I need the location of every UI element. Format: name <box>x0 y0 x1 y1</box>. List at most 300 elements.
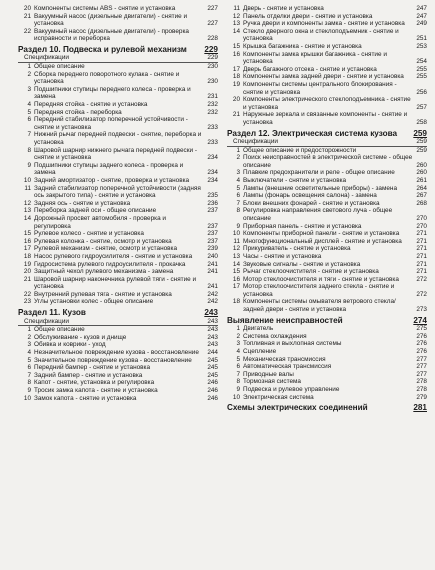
entry-page-number: 261 <box>416 176 427 184</box>
section-page-number: 259 <box>413 128 427 138</box>
entry-page-number: 230 <box>207 63 218 71</box>
section-title: Раздел 11. Кузов <box>18 308 86 318</box>
entry-page-number: 237 <box>207 222 218 230</box>
entry-page-number: 270 <box>416 214 427 222</box>
section-heading <box>18 45 218 55</box>
entry-number: 17 <box>23 245 31 253</box>
entry-page-number: 245 <box>207 371 218 379</box>
entry-number: 10 <box>232 393 240 401</box>
entry-number: 22 <box>23 290 31 298</box>
section-title: Раздел 12. Электрическая система кузова <box>227 128 398 138</box>
entry-page-number: 227 <box>207 5 218 12</box>
entry-title: Многофункциональный дисплей - снятие и установка <box>243 237 402 245</box>
entry-title: Замок капота - снятие и установка <box>34 394 137 402</box>
entry-title: Приборная панель - снятие и установка <box>243 222 362 230</box>
toc-entry <box>18 116 218 131</box>
specs-page-number: 259 <box>416 138 427 145</box>
entry-title: Гидросистема рулевого гидроусилителя - прокачка <box>34 260 186 268</box>
entry-page-number: 245 <box>207 356 218 364</box>
entry-number: 13 <box>232 20 240 28</box>
entry-page-number: 251 <box>416 35 427 43</box>
toc-entry <box>227 268 427 276</box>
toc-entry <box>18 101 218 109</box>
entry-title: Обивка и коврики - уход <box>34 341 106 349</box>
entry-number: 5 <box>236 355 240 363</box>
toc-entry <box>18 63 218 71</box>
entry-page-number: 237 <box>207 230 218 238</box>
entry-number: 14 <box>232 27 240 35</box>
entry-title: Общее описание <box>34 63 85 71</box>
entry-title: Вакуумный насос (дизельные двигатели) - проверка исправности и переборка <box>34 27 189 43</box>
entry-number: 10 <box>23 394 31 402</box>
entry-page-number: 231 <box>207 93 218 101</box>
entry-title: Наружные зеркала и связанные компоненты - снятие и установка <box>243 111 408 126</box>
entry-title: Мотор стеклоочистителя и тяги - снятие и установка <box>243 275 399 283</box>
entry-number: 20 <box>23 5 31 12</box>
entry-page-number: 237 <box>207 207 218 215</box>
specs-entry <box>18 54 218 63</box>
entry-title: Прикуриватель - снятие и установка <box>243 245 351 253</box>
toc-entry <box>227 111 427 126</box>
entry-page-number: 241 <box>207 268 218 276</box>
entry-title: Углы установки колес - общее описание <box>34 298 154 306</box>
entry-number: 9 <box>236 222 240 230</box>
section-title: Раздел 10. Подвеска и рулевой механизм <box>18 44 187 54</box>
entry-page-number: 233 <box>207 123 218 131</box>
entry-number: 16 <box>232 50 240 58</box>
entry-page-number: 276 <box>416 347 427 355</box>
entry-title: Общее описание <box>34 326 85 334</box>
entry-number: 4 <box>27 348 31 356</box>
toc-entry <box>18 379 218 387</box>
entry-number: 16 <box>232 275 240 283</box>
entry-page-number: 230 <box>207 78 218 86</box>
entry-number: 5 <box>27 108 31 116</box>
entry-number: 9 <box>27 386 31 394</box>
entry-number: 6 <box>27 364 31 372</box>
entry-title: Задний амортизатор - снятие, проверка и установка <box>34 176 190 184</box>
entry-number: 20 <box>23 268 31 276</box>
entry-title: Звуковые сигналы - снятие и установка <box>243 260 361 268</box>
entry-title: Дорожный просвет автомобиля - проверка и регулировка <box>34 214 166 230</box>
entry-page-number: 244 <box>207 348 218 356</box>
section-title: Выявление неисправностей <box>227 315 343 325</box>
entry-title: Шаровой шарнир нижнего рычага передней подвески - снятие и установка <box>34 146 198 162</box>
entry-number: 21 <box>232 111 240 119</box>
entry-page-number: 232 <box>207 101 218 109</box>
entry-number: 12 <box>232 12 240 20</box>
entry-page-number: 234 <box>207 169 218 177</box>
toc-entry <box>227 192 427 200</box>
entry-number: 4 <box>236 176 240 184</box>
entry-page-number: 276 <box>416 340 427 348</box>
toc-entry <box>18 131 218 146</box>
entry-page-number: 272 <box>416 290 427 298</box>
toc-entry <box>227 253 427 261</box>
entry-number: 7 <box>236 199 240 207</box>
entry-page-number: 240 <box>207 252 218 260</box>
entry-number: 15 <box>232 268 240 276</box>
entry-title: Приводные валы <box>243 370 294 378</box>
entry-page-number: 270 <box>416 222 427 230</box>
toc-entry <box>227 386 427 394</box>
entry-number: 15 <box>232 42 240 50</box>
entry-page-number: 246 <box>207 386 218 394</box>
toc-entry <box>227 223 427 231</box>
toc-entry <box>18 261 218 269</box>
entry-title: Часы - снятие и установка <box>243 252 322 260</box>
toc-entry <box>18 215 218 230</box>
toc-entry <box>227 276 427 284</box>
toc-entry <box>18 253 218 261</box>
toc-entry <box>18 349 218 357</box>
entry-title: Рулевой механизм - снятие, осмотр и установка <box>34 245 178 253</box>
entry-title: Задний стабилизатор поперечной устойчивости (задняя ось закрытого типа) - снятие и установка <box>34 184 201 200</box>
entry-page-number: 271 <box>416 260 427 268</box>
section-page-number: 281 <box>413 403 427 413</box>
entry-number: 11 <box>233 5 240 12</box>
entry-page-number: 236 <box>207 199 218 207</box>
entry-title: Стекло дверного окна и стеклоподъемник - снятие и установка <box>243 27 399 43</box>
entry-page-number: 247 <box>416 12 427 20</box>
section-heading <box>227 403 427 413</box>
entry-title: Тормозная система <box>243 378 301 386</box>
entry-title: Передний бампер - снятие и установка <box>34 364 151 372</box>
entry-page-number: 243 <box>207 326 218 334</box>
entry-number: 2 <box>236 332 240 340</box>
entry-number: 7 <box>27 131 31 139</box>
entry-title: Значительное повреждение кузова - восстановление <box>34 356 192 364</box>
entry-title: Внутренний рулевая тяга - снятие и установка <box>34 290 172 298</box>
entry-title: Задняя ось - снятие и установка <box>34 199 131 207</box>
toc-entry <box>227 371 427 379</box>
toc-entry <box>227 73 427 81</box>
toc-entry <box>227 245 427 253</box>
entry-title: Дверь багажного отсека - снятие и установка <box>243 65 377 73</box>
entry-page-number: 242 <box>207 290 218 298</box>
section-heading <box>227 129 427 139</box>
entry-title: Общее описание и предосторожности <box>243 146 357 154</box>
entry-title: Система охлаждения <box>243 332 307 340</box>
entry-page-number: 278 <box>416 378 427 386</box>
entry-page-number: 247 <box>416 5 427 12</box>
entry-number: 19 <box>232 80 240 88</box>
entry-page-number: 271 <box>416 268 427 276</box>
entry-number: 1 <box>236 146 240 154</box>
entry-page-number: 258 <box>416 118 427 126</box>
entry-title: Электрическая система <box>243 393 314 401</box>
entry-number: 5 <box>27 356 31 364</box>
toc-column-left <box>18 5 218 413</box>
toc-entry <box>18 162 218 177</box>
entry-page-number: 275 <box>416 325 427 333</box>
entry-number: 19 <box>23 260 31 268</box>
specs-page-number: 229 <box>207 54 218 62</box>
specs-label: Спецификации <box>24 54 69 62</box>
entry-page-number: 254 <box>416 58 427 66</box>
entry-page-number: 272 <box>416 275 427 283</box>
toc-entry <box>18 177 218 185</box>
entry-number: 2 <box>27 70 31 78</box>
entry-number: 6 <box>27 116 31 124</box>
toc-entry <box>227 298 427 313</box>
entry-number: 9 <box>27 161 31 169</box>
toc-entry <box>18 395 218 403</box>
toc-entry <box>227 169 427 177</box>
entry-page-number: 239 <box>207 245 218 253</box>
entry-page-number: 243 <box>207 333 218 341</box>
entry-page-number: 277 <box>416 370 427 378</box>
entry-page-number: 241 <box>207 283 218 291</box>
entry-title: Насос рулевого гидроусилителя - снятие и установка <box>34 252 193 260</box>
entry-title: Обслуживание - кузов и днище <box>34 333 127 341</box>
entry-title: Переборка задней оси - общее описание <box>34 207 157 215</box>
toc-entry <box>18 357 218 365</box>
entry-page-number: 259 <box>416 146 427 154</box>
specs-entry <box>227 138 427 147</box>
entry-page-number: 271 <box>416 230 427 238</box>
toc-entry <box>18 71 218 86</box>
entry-number: 21 <box>23 275 31 283</box>
toc-entry <box>227 333 427 341</box>
toc-entry <box>18 5 218 13</box>
toc-entry <box>18 207 218 215</box>
entry-title: Нижний рычаг передней подвески - снятие, переборка и установка <box>34 131 202 146</box>
entry-number: 2 <box>236 154 240 162</box>
entry-title: Регулировка направления светового луча - общее описание <box>243 207 393 222</box>
entry-number: 1 <box>27 326 31 334</box>
entry-page-number: 246 <box>207 394 218 402</box>
entry-title: Защитный чехол рулевого механизма - замена <box>34 268 174 276</box>
entry-page-number: 234 <box>207 176 218 184</box>
entry-page-number: 235 <box>207 192 218 200</box>
entry-number: 12 <box>232 245 240 253</box>
entry-title: Мотор стеклоочистителя заднего стекла - снятие и установка <box>243 283 395 298</box>
entry-page-number: 268 <box>416 199 427 207</box>
toc-entry <box>227 154 427 169</box>
toc-entry <box>227 363 427 371</box>
entry-page-number: 237 <box>207 237 218 245</box>
section-page-number: 274 <box>413 315 427 325</box>
toc-entry <box>227 81 427 96</box>
specs-page-number: 243 <box>207 317 218 325</box>
entry-title: Незначительное повреждение кузова - восстановление <box>34 348 199 356</box>
entry-title: Компоненты замка задней двери - снятие и установка <box>243 73 404 81</box>
toc-entry <box>18 185 218 200</box>
entry-title: Ручка двери и компоненты замка - снятие и установка <box>243 20 405 28</box>
entry-number: 18 <box>23 252 31 260</box>
toc-entry <box>18 13 218 28</box>
entry-title: Механическая трансмиссия <box>243 355 326 363</box>
entry-title: Лампы (фонарь освещения салона) - замена <box>243 192 377 200</box>
toc-entry <box>227 378 427 386</box>
entry-title: Капот - снятие, установка и регулировка <box>34 379 155 387</box>
entry-page-number: 267 <box>416 192 427 200</box>
specs-entry <box>18 318 218 327</box>
entry-page-number: 278 <box>416 385 427 393</box>
entry-number: 18 <box>232 73 240 81</box>
entry-title: Выключатели - снятие и установка <box>243 176 347 184</box>
toc-entry <box>18 147 218 162</box>
entry-page-number: 253 <box>416 42 427 50</box>
entry-title: Рулевая колонка - снятие, осмотр и установка <box>34 237 172 245</box>
entry-number: 11 <box>233 237 240 245</box>
toc-entry <box>18 230 218 238</box>
entry-page-number: 257 <box>416 103 427 111</box>
toc-entry <box>227 356 427 364</box>
toc-entry <box>227 394 427 402</box>
entry-number: 4 <box>236 347 240 355</box>
entry-number: 6 <box>236 363 240 371</box>
entry-number: 1 <box>27 63 31 71</box>
toc-entry <box>18 387 218 395</box>
entry-page-number: 249 <box>416 20 427 28</box>
entry-number: 12 <box>23 199 31 207</box>
entry-page-number: 227 <box>207 20 218 28</box>
entry-number: 13 <box>232 252 240 260</box>
entry-title: Сцепление <box>243 347 277 355</box>
entry-page-number: 232 <box>207 108 218 116</box>
entry-number: 7 <box>236 370 240 378</box>
entry-number: 3 <box>236 169 240 177</box>
entry-page-number: 255 <box>416 73 427 81</box>
entry-number: 17 <box>232 283 240 291</box>
entry-number: 6 <box>236 192 240 200</box>
entry-title: Крышка багажника - снятие и установка <box>243 42 362 50</box>
entry-number: 5 <box>236 184 240 192</box>
entry-page-number: 246 <box>207 379 218 387</box>
entry-page-number: 276 <box>416 332 427 340</box>
entry-number: 23 <box>23 298 31 306</box>
toc-entry <box>18 364 218 372</box>
entry-page-number: 277 <box>416 355 427 363</box>
entry-page-number: 245 <box>207 364 218 372</box>
entry-page-number: 228 <box>207 35 218 43</box>
toc-entry <box>227 238 427 246</box>
specs-label: Спецификации <box>24 317 69 325</box>
entry-page-number: 277 <box>416 363 427 371</box>
entry-title: Тросик замка капота - снятие и установка <box>34 386 158 394</box>
entry-number: 1 <box>236 325 240 333</box>
toc-entry <box>18 245 218 253</box>
entry-number: 3 <box>27 341 31 349</box>
toc-entry <box>18 326 218 334</box>
toc-entry <box>227 185 427 193</box>
toc-entry <box>227 13 427 21</box>
entry-number: 3 <box>27 85 31 93</box>
entry-title: Подшипники ступицы переднего колеса - проверка и замена <box>34 85 191 101</box>
entry-title: Вакуумный насос (дизельные двигатели) - снятие и установка <box>34 12 188 28</box>
entry-number: 14 <box>23 214 31 222</box>
entry-number: 8 <box>27 146 31 154</box>
entry-number: 10 <box>232 230 240 238</box>
toc-entry <box>227 43 427 51</box>
entry-number: 10 <box>23 176 31 184</box>
specs-label: Спецификации <box>233 138 278 145</box>
section-page-number: 229 <box>204 44 218 54</box>
entry-number: 22 <box>23 27 31 35</box>
entry-page-number: 271 <box>416 237 427 245</box>
entry-number: 13 <box>23 207 31 215</box>
entry-title: Задний бампер - снятие и установка <box>34 371 143 379</box>
toc-entry <box>227 325 427 333</box>
entry-number: 3 <box>236 340 240 348</box>
entry-title: Панель отделки двери - снятие и установка <box>243 12 373 20</box>
section-title: Схемы электрических соединений <box>227 403 368 413</box>
entry-number: 8 <box>27 379 31 387</box>
entry-number: 17 <box>232 65 240 73</box>
entry-number: 14 <box>232 260 240 268</box>
entry-title: Подшипники ступицы заднего колеса - проверка и замена <box>34 161 184 177</box>
entry-page-number: 279 <box>416 393 427 401</box>
entry-page-number: 243 <box>207 341 218 349</box>
entry-title: Передняя стойка - снятие и установка <box>34 101 148 109</box>
toc-entry <box>18 341 218 349</box>
toc-entry <box>18 298 218 306</box>
entry-number: 4 <box>27 101 31 109</box>
entry-page-number: 233 <box>207 139 218 146</box>
section-heading <box>18 308 218 318</box>
toc-entry <box>227 96 427 111</box>
entry-page-number: 241 <box>207 260 218 268</box>
entry-page-number: 271 <box>416 245 427 253</box>
entry-title: Передняя стойка - переборка <box>34 108 122 116</box>
entry-title: Топливная и выхлопная системы <box>243 340 342 348</box>
entry-number: 2 <box>27 333 31 341</box>
entry-title: Компоненты системы омывателя ветрового стекла/задней двери - снятие и установка <box>243 298 396 314</box>
entry-number: 21 <box>23 12 31 20</box>
entry-title: Двигатель <box>243 325 274 333</box>
entry-number: 16 <box>23 237 31 245</box>
entry-page-number: 264 <box>416 184 427 192</box>
toc-entry <box>227 348 427 356</box>
entry-number: 15 <box>23 230 31 238</box>
toc-entry <box>227 5 427 13</box>
entry-title: Дверь - снятие и установка <box>243 5 324 12</box>
entry-page-number: 255 <box>416 65 427 73</box>
entry-page-number: 260 <box>416 161 427 169</box>
entry-number: 20 <box>232 96 240 104</box>
toc-entry <box>227 28 427 43</box>
toc-column-right <box>227 5 427 413</box>
entry-title: Сборка переднего поворотного кулака - снятие и установка <box>34 70 180 86</box>
entry-title: Компоненты системы центрального блокирования - снятие и установка <box>243 80 397 96</box>
toc-entry <box>18 28 218 43</box>
toc-entry <box>227 261 427 269</box>
toc-entry <box>18 268 218 276</box>
entry-title: Подвеска и рулевое управление <box>243 385 340 393</box>
entry-title: Шаровой шарнир наконечника рулевой тяги - снятие и установка <box>34 275 197 291</box>
toc-entry <box>227 177 427 185</box>
entry-title: Рулевое колесо - снятие и установка <box>34 230 144 238</box>
toc-entry <box>227 20 427 28</box>
toc-entry <box>227 340 427 348</box>
toc-entry <box>18 372 218 380</box>
entry-number: 9 <box>236 385 240 393</box>
entry-title: Блоки внешних фонарей - снятие и установка <box>243 199 380 207</box>
entry-title: Компоненты приборной панели - снятие и установка <box>243 230 400 238</box>
toc-entry <box>227 207 427 222</box>
entry-title: Передний стабилизатор поперечной устойчивости - снятие и установка <box>34 116 188 131</box>
toc-entry <box>227 230 427 238</box>
entry-number: 18 <box>232 298 240 306</box>
toc-entry <box>18 276 218 291</box>
entry-title: Плавкие предохранители и реле - общее описание <box>243 169 395 177</box>
entry-page-number: 271 <box>416 252 427 260</box>
entry-title: Лампы (внешние осветительные приборы) - замена <box>243 184 398 192</box>
entry-title: Компоненты электрического стеклоподъемника - снятие и установка <box>243 96 411 111</box>
entry-title: Компоненты системы ABS - снятие и установка <box>34 5 176 12</box>
